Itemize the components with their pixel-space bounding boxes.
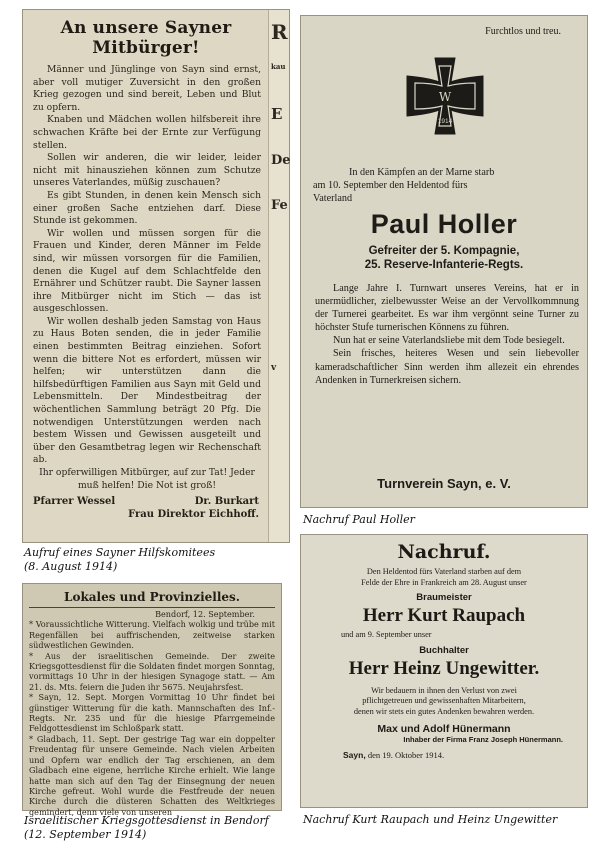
deceased-rank <box>301 244 587 272</box>
iron-cross-icon <box>405 56 485 136</box>
section-title: Lokales und Provinzielles. <box>64 590 240 604</box>
text-line: Wir bedauern in ihnen den Verlust von zwei <box>371 685 517 695</box>
text-line: pflichtgetreuen und gewissenhaften Mitarbeitern, <box>362 696 526 705</box>
strip-fragment: E <box>271 105 283 123</box>
paragraph: Es gibt Stunden, in denen kein Mensch sich einer großen Sache entziehen darf. Diese Stunde ist gekommen. <box>33 189 261 227</box>
obituary-text <box>315 282 579 387</box>
clipping-title: An unsere Sayner Mitbürger! <box>60 18 232 58</box>
caption-aufruf <box>24 546 215 574</box>
news-item: * Gladbach, 11. Sept. Der gestrige Tag war ein doppelter Freudentag für unsere Gemeinde. Nach vielen Arbeiten und Opfern war endlich der Tag erschienen, an dem Gladbach eine eigene, herrliche Kirche erhielt. Wie lange hatte man sich auf den Tag der Einsegnung der neuen Kirche gefreut. Wohl wurde die Festfreude der neuen Kirche durch die düsteren Schatten des Weltkrieges gemindert, denn viele von unseren <box>29 733 275 817</box>
intro-line: Felde der Ehre in Frankreich am 28. August unser <box>361 577 527 587</box>
caption-line: Israelitischer Kriegsgottesdienst in Bendorf <box>24 814 269 827</box>
obituary-intro <box>313 166 579 205</box>
clipping-obituary-huenermann <box>300 534 588 808</box>
news-body <box>23 608 281 818</box>
caption-local-news <box>24 814 269 842</box>
news-item: * Sayn, 12. Sept. Morgen Vormittag 10 Uhr findet bei günstiger Witterung für die kath. Mannschaften des Inf.-Regts. Nr. 235 und für die hiesige Pfarrgemeinde Feldgottesdienst im Schloßpark statt. <box>29 692 275 734</box>
paragraph: Wir wollen deshalb jeden Samstag von Haus zu Haus Boten senden, die in jeder Familie einen bestimmten Beitrag einziehen. Sofort wenn die bittere Not es erfordert, müssen wir helfen; wir unterstützen dann die hilfsbedürftigen Familien aus Sayn mit Geld und Lebensmitteln. Der Mindestbeitrag der wöchentlichen Sammlung beträgt 20 Pfg. Die notwendigen Unterstützungen werden nach bestem Wissen und Gewissen ausgeteilt und über den Gesamtbetrag legen wir Rechenschaft ab. <box>33 315 261 466</box>
clipping-body <box>23 64 269 492</box>
date: den 19. Oktober 1914. <box>367 750 445 760</box>
caption-line: (8. August 1914) <box>24 560 118 573</box>
connector-line: und am 9. September unser <box>341 630 432 639</box>
caption-holler: Nachruf Paul Holler <box>303 513 415 526</box>
place: Sayn, <box>343 750 366 760</box>
clipping-local-news <box>22 583 282 817</box>
paragraph: Sollen wir anderen, die wir leider, leider nicht mit hinausziehen können zum Schutze unseres Vaterlandes, müßig zuschauen? <box>33 152 261 189</box>
clipping-aufruf <box>22 9 290 543</box>
paragraph: Lange Jahre I. Turnwart unseres Vereins, hat er in unermüdlicher, zielbewusster Weise an der Vervollkommnung der Turnerei gearbeitet. Es war ihm vergönnt seine Turner zu höchster Stufe turnerischen Könnens zu führen. <box>315 283 579 334</box>
cross-letter: W <box>438 90 452 104</box>
intro-line: Vaterland <box>313 193 353 204</box>
caption-line: Aufruf eines Sayner Hilfskomitees <box>24 546 216 559</box>
deceased-name: Paul Holler <box>370 209 518 239</box>
adjacent-column-strip <box>268 10 289 542</box>
clipping-obituary-holler <box>300 15 588 508</box>
strip-fragment: Fe <box>271 198 288 213</box>
rank-line: 25. Reserve-Infanterie-Regts. <box>364 259 524 271</box>
news-item: * Voraussichtliche Witterung. Vielfach wolkig und trübe mit Regenfällen bei auffrischenden, zeitweise starken südwestlichen Gewinden. <box>29 619 275 651</box>
firm-line: Inhaber der Firma Franz Joseph Hünermann. <box>403 735 563 744</box>
paragraph: Sein frisches, heiteres Wesen und sein liebevoller kameradschaftlicher Sinn werden ihm allezeit ein ehrendes Andenken in Turnerkreisen sichern. <box>315 348 579 386</box>
caption-raupach-ungewitter: Nachruf Kurt Raupach und Heinz Ungewitter <box>303 813 558 826</box>
signer-doctor: Dr. Burkart <box>194 496 259 508</box>
club-signature: Turnverein Sayn, e. V. <box>377 476 511 491</box>
role-label: Braumeister <box>416 592 472 603</box>
dateline: Bendorf, 12. September. <box>155 609 255 619</box>
intro-line: In den Kämpfen an der Marne starb <box>349 167 495 178</box>
signer-pastor: Pfarrer Wessel <box>33 496 116 508</box>
deceased-name: Herr Heinz Ungewitter. <box>348 657 540 679</box>
paragraph: Ihr opferwilligen Mitbürger, auf zur Tat! Jeder muß helfen! Die Not ist groß! <box>39 467 255 491</box>
signers: Max und Adolf Hünermann <box>377 723 511 735</box>
signer-director-wife: Frau Direktor Eichhoff. <box>128 509 259 521</box>
paragraph: Knaben und Mädchen wollen hilfsbereit ihre schwachen Kräfte bei der Ernte zur Verfügung stellen. <box>33 114 261 151</box>
rank-line: Gefreiter der 5. Kompagnie, <box>368 245 520 257</box>
caption-line: (12. September 1914) <box>24 828 147 841</box>
intro-line: am 10. September den Heldentod fürs <box>313 180 468 191</box>
strip-fragment: kau <box>271 62 286 71</box>
signatures <box>23 496 269 520</box>
strip-fragment: De <box>271 153 291 168</box>
paragraph: Nun hat er seine Vaterlandsliebe mit dem Tode besiegelt. <box>333 335 565 347</box>
text-line: denen wir stets ein gutes Andenken bewahren werden. <box>353 706 535 716</box>
place-date <box>301 750 587 760</box>
strip-fragment: v <box>271 363 277 373</box>
cross-year: 1914 <box>437 118 453 125</box>
motto: Furchtlos und treu. <box>485 26 561 37</box>
strip-fragment: R <box>271 20 288 44</box>
role-label: Buchhalter <box>419 644 469 656</box>
paragraph: Wir wollen und müssen sorgen für die Frauen und Kinder, deren Männer im Felde sind, wir müssen vorsorgen für die Familien, denen die Kugel auf dem Schlachtfelde den Ernährer und Schützer raubt. Die Sayner lassen ihre Mitbürger nicht im Stich — das ist ausgeschlossen. <box>33 227 261 315</box>
deceased-name: Herr Kurt Raupach <box>362 605 526 626</box>
paragraph: Männer und Jünglinge von Sayn sind ernst, aber voll mutiger Zuversicht in den großen Krieg gezogen und sind bereit, Leben und Blut zu opfern. <box>33 64 261 113</box>
news-item: * Aus der israelitischen Gemeinde. Der zweite Kriegsgottesdienst für die Soldaten findet morgen Sonntag, vormittags 10 Uhr in der hiesigen Synagoge statt. — Am 21. ds. Mts. feiern die Juden ihr 5675. Neujahrsfest. <box>29 650 275 692</box>
intro-line: Den Heldentod fürs Vaterland starben auf dem <box>366 567 522 576</box>
obituary-title: Nachruf. <box>397 541 491 563</box>
